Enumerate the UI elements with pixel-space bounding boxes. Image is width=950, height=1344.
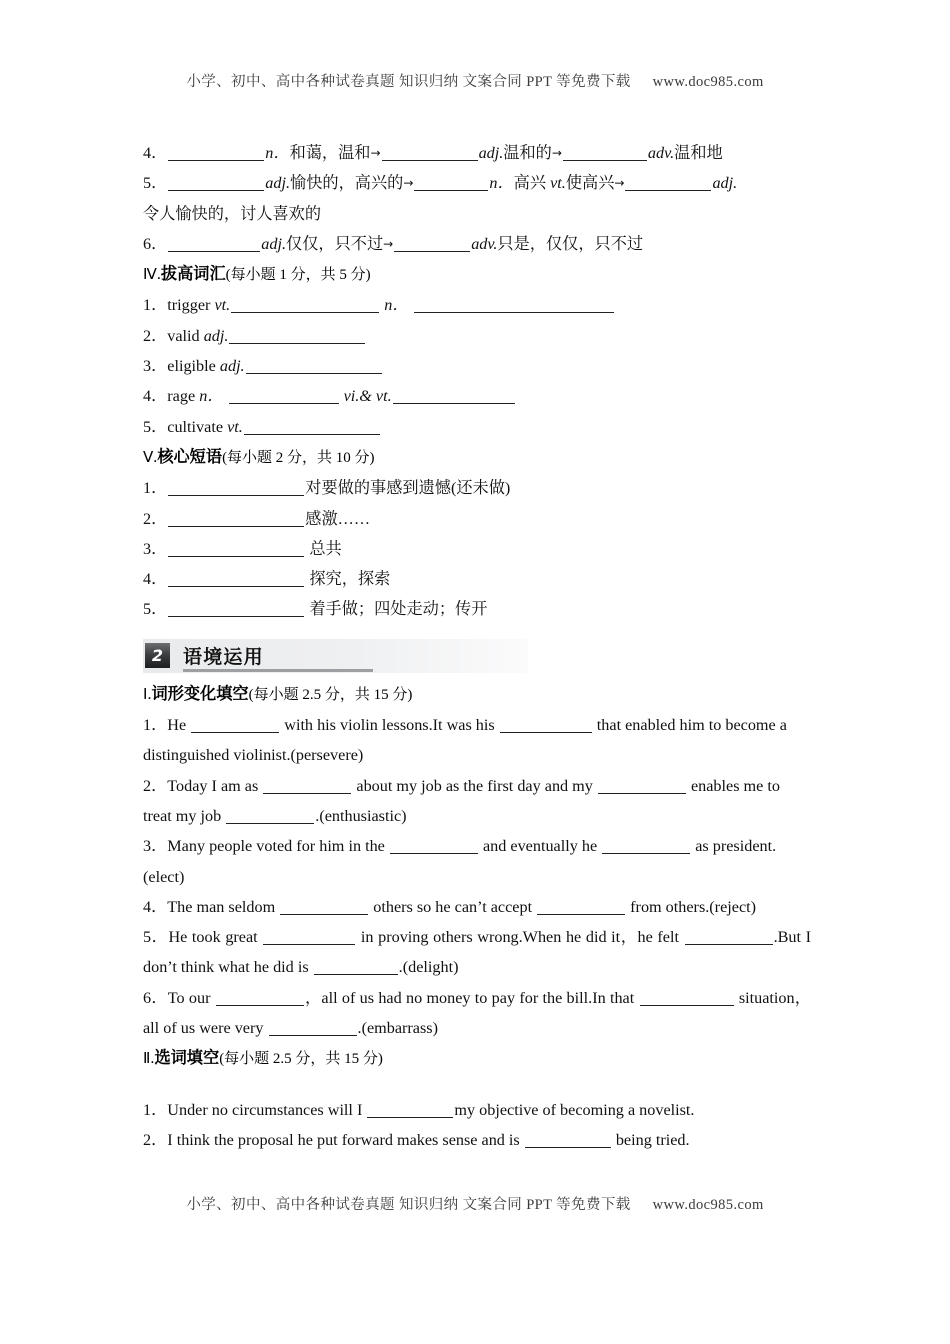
item-number: 1． bbox=[143, 1100, 168, 1119]
banner-title: 语境运用 bbox=[183, 646, 264, 668]
list-item bbox=[143, 831, 811, 892]
section-title: 词形变化填空 bbox=[151, 684, 249, 703]
item-number: 6． bbox=[143, 234, 168, 253]
list-item bbox=[143, 138, 811, 168]
answer-blank[interactable] bbox=[168, 544, 304, 557]
item-number: 4． bbox=[143, 897, 168, 916]
pos-label: adj. bbox=[265, 174, 291, 193]
answer-blank[interactable] bbox=[500, 720, 592, 733]
answer-blank[interactable] bbox=[231, 300, 379, 313]
pos-label: vt. bbox=[550, 174, 566, 193]
item-number: 4． bbox=[143, 144, 168, 162]
answer-blank[interactable] bbox=[537, 902, 625, 915]
pos-label: adj. bbox=[219, 357, 245, 376]
section-title: 拔高词汇 bbox=[160, 265, 226, 284]
item-number: 2． bbox=[143, 776, 168, 795]
document-body bbox=[143, 138, 811, 1155]
answer-blank[interactable] bbox=[598, 781, 686, 794]
numbered-square-badge-icon: 2 bbox=[145, 643, 170, 668]
word-formation-continued bbox=[143, 138, 811, 259]
gloss-text: 和蔼，温和 bbox=[289, 144, 371, 162]
answer-blank[interactable] bbox=[367, 1105, 453, 1118]
running-header-url: www.doc985.com bbox=[652, 74, 764, 90]
sentence-text: with his violin lessons.It was his bbox=[280, 716, 499, 735]
running-header bbox=[0, 70, 950, 91]
arrow-icon: → bbox=[551, 146, 562, 160]
answer-blank[interactable] bbox=[229, 331, 365, 344]
gloss-text: 感激…… bbox=[305, 509, 371, 528]
section-dot: . bbox=[150, 1049, 155, 1068]
gloss-text: 使高兴 bbox=[565, 174, 615, 193]
list-item bbox=[143, 564, 811, 594]
item-number: 3． bbox=[143, 837, 168, 856]
section-heading-ctx-i bbox=[143, 679, 811, 710]
answer-blank[interactable] bbox=[625, 178, 711, 191]
list-item bbox=[143, 381, 811, 411]
list-item bbox=[143, 771, 811, 832]
gloss-text: 温和的 bbox=[503, 144, 552, 162]
vocab-word: eligible bbox=[167, 357, 216, 376]
section-dot: . bbox=[153, 447, 158, 466]
answer-blank[interactable] bbox=[168, 514, 304, 527]
vocab-word: cultivate bbox=[167, 417, 224, 436]
gloss-text: 温和地 bbox=[674, 144, 723, 162]
arrow-icon: → bbox=[614, 176, 625, 191]
item-number: 5． bbox=[143, 417, 168, 436]
section-title: 选词填空 bbox=[154, 1049, 220, 1068]
vocab-word: rage bbox=[167, 387, 196, 406]
list-item bbox=[143, 504, 811, 534]
gloss-text: 总共 bbox=[309, 539, 342, 558]
list-item bbox=[143, 892, 811, 922]
list-item bbox=[143, 473, 811, 503]
answer-blank[interactable] bbox=[263, 781, 351, 794]
list-item bbox=[143, 229, 811, 259]
item-number: 2． bbox=[143, 326, 168, 345]
list-item bbox=[143, 983, 811, 1044]
pos-label: vi.& vt. bbox=[343, 387, 392, 406]
list-item-continuation bbox=[143, 199, 811, 229]
gloss-text: 着手做；四处走动；传开 bbox=[309, 600, 488, 619]
answer-blank[interactable] bbox=[685, 932, 773, 945]
list-item bbox=[143, 534, 811, 564]
sentence-text: from others.(reject) bbox=[626, 897, 757, 916]
section-dot: . bbox=[147, 684, 152, 703]
section-dot: . bbox=[156, 265, 161, 284]
sentence-text: about my job as the first day and my bbox=[352, 776, 597, 795]
running-footer-text: 小学、初中、高中各种试卷真题 知识归纳 文案合同 PPT 等免费下载 bbox=[186, 1197, 631, 1213]
section-score: (每小题 2.5 分，共 15 分) bbox=[248, 686, 413, 703]
answer-blank[interactable] bbox=[229, 391, 339, 404]
section-roman: Ⅰ bbox=[143, 684, 148, 703]
answer-blank[interactable] bbox=[216, 993, 304, 1006]
answer-blank[interactable] bbox=[269, 1023, 357, 1036]
list-item bbox=[143, 1095, 811, 1125]
item-number: 5． bbox=[143, 174, 168, 193]
sentence-text: He took great bbox=[168, 928, 263, 947]
answer-blank[interactable] bbox=[382, 148, 478, 161]
sentence-text: in proving others wrong.When he did it，he felt bbox=[356, 928, 684, 947]
pos-label: n． bbox=[489, 174, 514, 193]
pos-label: vt. bbox=[227, 417, 243, 436]
answer-blank[interactable] bbox=[263, 932, 355, 945]
answer-blank[interactable] bbox=[414, 300, 614, 313]
gloss-text: 高兴 bbox=[513, 174, 547, 193]
gloss-text: 对要做的事感到遗憾(还未做) bbox=[305, 479, 511, 498]
gloss-text: 探究，探索 bbox=[309, 570, 391, 589]
answer-blank[interactable] bbox=[168, 483, 304, 496]
sentence-text: my objective of becoming a novelist. bbox=[454, 1100, 695, 1119]
item-number: 1． bbox=[143, 479, 168, 498]
answer-blank[interactable] bbox=[246, 361, 382, 374]
spacer bbox=[143, 1075, 811, 1095]
list-item bbox=[143, 321, 811, 351]
answer-blank[interactable] bbox=[168, 148, 264, 161]
section-heading-v bbox=[143, 442, 811, 473]
item-number: 4． bbox=[143, 570, 168, 589]
item-number: 1． bbox=[143, 296, 168, 315]
gloss-text: 令人愉快的，讨人喜欢的 bbox=[143, 204, 322, 223]
section-title: 核心短语 bbox=[157, 447, 223, 466]
section-banner bbox=[143, 639, 528, 673]
sentence-text: Many people voted for him in the bbox=[167, 837, 389, 856]
section-score: (每小题 2.5 分，共 15 分) bbox=[219, 1051, 383, 1068]
pos-label: n． bbox=[384, 296, 409, 315]
answer-blank[interactable] bbox=[168, 604, 304, 617]
item-number: 2． bbox=[143, 509, 168, 528]
list-item bbox=[143, 351, 811, 381]
list-item bbox=[143, 922, 811, 983]
item-number: 5． bbox=[143, 928, 169, 947]
section-heading-ctx-ii bbox=[143, 1043, 811, 1074]
pos-label: adj. bbox=[203, 326, 229, 345]
item-number: 3． bbox=[143, 357, 168, 376]
sentence-text: The man seldom bbox=[167, 897, 280, 916]
sentence-text: He bbox=[167, 716, 191, 735]
section-score: (每小题 2 分，共 10 分) bbox=[222, 449, 375, 466]
answer-blank[interactable] bbox=[414, 178, 488, 191]
sentence-text: situation，all of us were very bbox=[143, 988, 811, 1038]
sentence-text: To our bbox=[167, 988, 215, 1007]
running-header-text: 小学、初中、高中各种试卷真题 知识归纳 文案合同 PPT 等免费下载 bbox=[186, 74, 631, 90]
sentence-text: .But I don’t think what he did is bbox=[143, 928, 812, 977]
answer-blank[interactable] bbox=[191, 720, 279, 733]
section-roman: Ⅴ bbox=[143, 447, 154, 466]
running-footer-url: www.doc985.com bbox=[652, 1197, 764, 1213]
item-number: 2． bbox=[143, 1130, 168, 1149]
answer-blank[interactable] bbox=[563, 148, 647, 161]
sentence-text: enables me to treat my job bbox=[143, 776, 780, 825]
answer-blank[interactable] bbox=[168, 178, 264, 191]
sentence-text: that enabled him to become a distinguished violinist.(persevere) bbox=[143, 716, 787, 765]
sentence-text: Today I am as bbox=[167, 776, 263, 795]
sentence-text: and eventually he bbox=[478, 837, 602, 856]
arrow-icon: → bbox=[383, 236, 394, 251]
sentence-text: .(enthusiastic) bbox=[315, 806, 407, 825]
section-roman: Ⅱ bbox=[143, 1049, 151, 1068]
sentence-text: .(embarrass) bbox=[357, 1019, 438, 1038]
gloss-text: 愉快的，高兴的 bbox=[290, 174, 404, 193]
answer-blank[interactable] bbox=[168, 574, 304, 587]
item-number: 3． bbox=[143, 539, 168, 558]
answer-blank[interactable] bbox=[390, 841, 478, 854]
vocab-word: trigger bbox=[167, 296, 211, 315]
pos-label: vt. bbox=[214, 296, 231, 315]
answer-blank[interactable] bbox=[168, 239, 260, 252]
answer-blank[interactable] bbox=[602, 841, 690, 854]
list-item bbox=[143, 412, 811, 442]
list-item bbox=[143, 710, 811, 771]
vocab-word: valid bbox=[167, 326, 200, 345]
answer-blank[interactable] bbox=[394, 239, 470, 252]
gloss-text: 仅仅，只不过 bbox=[286, 234, 384, 253]
pos-label: adv. bbox=[471, 234, 498, 253]
section-score: (每小题 1 分，共 5 分) bbox=[225, 267, 371, 284]
running-footer bbox=[0, 1193, 950, 1214]
answer-blank[interactable] bbox=[525, 1135, 611, 1148]
item-number: 5． bbox=[143, 600, 168, 619]
pos-label: adj. bbox=[261, 234, 287, 253]
sentence-text: ，all of us had no money to pay for the bill.In that bbox=[304, 988, 639, 1007]
answer-blank[interactable] bbox=[393, 391, 515, 404]
pos-label: adv. bbox=[647, 144, 675, 162]
item-number: 6． bbox=[143, 988, 168, 1007]
answer-blank[interactable] bbox=[314, 962, 398, 975]
sentence-text: I think the proposal he put forward makes sense and is bbox=[167, 1130, 524, 1149]
sentence-text: others so he can’t accept bbox=[369, 897, 537, 916]
sentence-text: being tried. bbox=[611, 1130, 690, 1149]
list-item bbox=[143, 168, 811, 198]
section-heading-iv bbox=[143, 259, 811, 290]
pos-label: adj. bbox=[712, 174, 738, 193]
answer-blank[interactable] bbox=[640, 993, 734, 1006]
answer-blank[interactable] bbox=[244, 422, 380, 435]
pos-label: n． bbox=[199, 387, 224, 406]
arrow-icon: → bbox=[370, 146, 381, 160]
item-number: 1． bbox=[143, 716, 168, 735]
section-roman: Ⅳ bbox=[143, 265, 157, 284]
gloss-text: 只是，仅仅，只不过 bbox=[497, 234, 644, 253]
answer-blank[interactable] bbox=[226, 811, 314, 824]
item-number: 4． bbox=[143, 387, 168, 406]
banner-underline bbox=[183, 669, 373, 672]
sentence-text: as president.(elect) bbox=[143, 837, 777, 886]
list-item bbox=[143, 594, 811, 624]
pos-label: n． bbox=[265, 144, 290, 162]
arrow-icon: → bbox=[403, 176, 414, 191]
pos-label: adj. bbox=[478, 144, 504, 162]
answer-blank[interactable] bbox=[280, 902, 368, 915]
list-item bbox=[143, 290, 811, 320]
sentence-text: .(delight) bbox=[398, 958, 459, 977]
sentence-text: Under no circumstances will I bbox=[167, 1100, 367, 1119]
list-item bbox=[143, 1125, 811, 1155]
